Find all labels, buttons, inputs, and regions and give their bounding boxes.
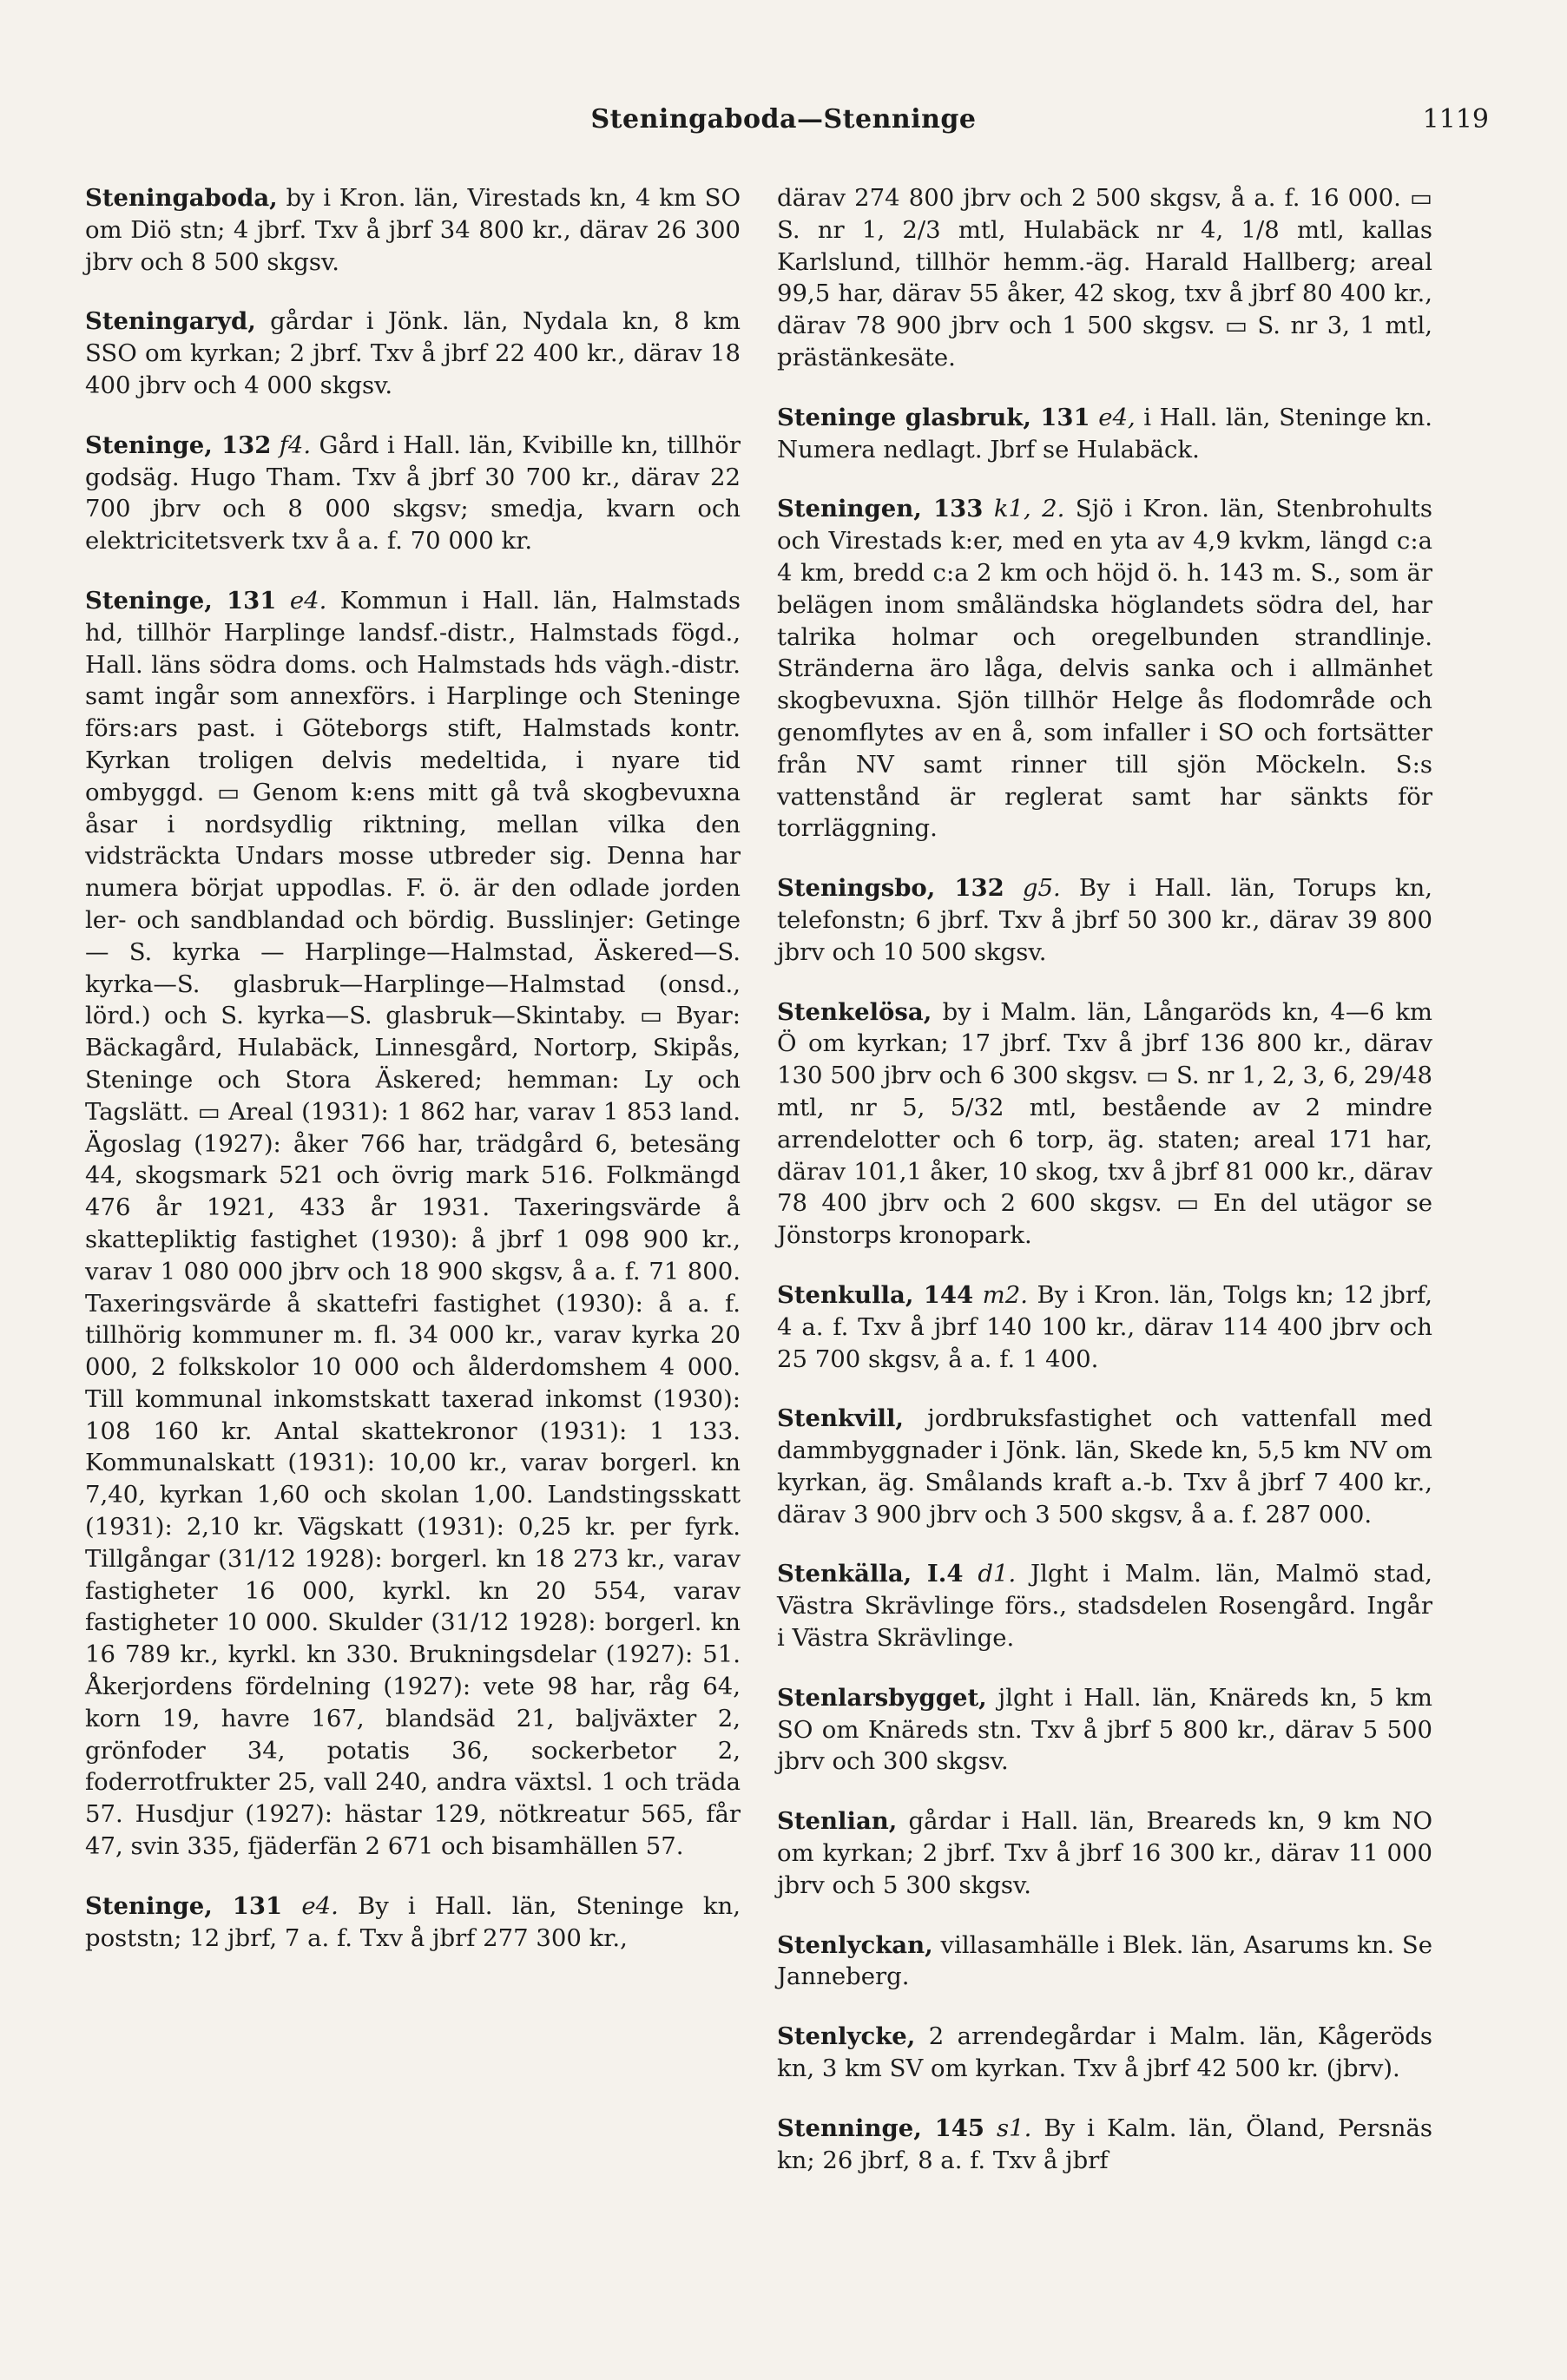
entry-continuation	[777, 182, 1432, 374]
entry-headword: Stenkvill,	[777, 1404, 904, 1433]
entry-text: gårdar i Jönk. län, Nydala kn, 8 km SSO om kyrkan; 2 jbrf. Txv å jbrf 22 400 kr., därav 18 400 jbrv och 4 000 skgsv.	[85, 307, 741, 399]
entry-text: By i Kron. län, Tolgs kn; 12 jbrf, 4 a. f. Txv å jbrf 140 100 kr., därav 114 400 jbrv och 25 700 skgsv, å a. f. 1 400.	[777, 1280, 1432, 1373]
page-number: 1119	[1422, 104, 1489, 135]
map-reference: m2.	[982, 1280, 1028, 1309]
entry-headword: Steningaboda,	[85, 184, 278, 212]
entry	[777, 2021, 1432, 2085]
entry-text: By i Hall. län, Steninge kn, poststn; 12 jbrf, 7 a. f. Txv å jbrf 277 300 kr.,	[85, 1891, 741, 1952]
entry-text: Gård i Hall. län, Kvibille kn, tillhör godsäg. Hugo Tham. Txv å jbrf 30 700 kr., därav 22 700 jbrv och 8 000 skgsv; smedja, kvarn och elektricitetsverk txv å a. f. 70 000 kr.	[85, 431, 741, 556]
entry-text: by i Malm. län, Långaröds kn, 4—6 km Ö om kyrkan; 17 jbrf. Txv å jbrf 136 800 kr., därav 130 500 jbrv och 6 300 skgsv. ▭ S. nr 1, 2, 3, 6, 29/48 mtl, nr 5, 5/32 mtl, bestående av 2 mindre arrendelotter och 6 torp, äg. staten; areal 171 har, därav 101,1 åker, 10 skog, txv å jbrf 81 000 kr., därav 78 400 jbrv och 2 600 skgsv. ▭ En del utägor se Jönstorps kronopark.	[777, 997, 1432, 1250]
entry-headword: Steningaryd,	[85, 307, 256, 336]
entry-headword: Stenninge, 145	[777, 2114, 985, 2142]
entry-text: gårdar i Hall. län, Breareds kn, 9 km NO om kyrkan; 2 jbrf. Txv å jbrf 16 300 kr., därav 11 000 jbrv och 5 300 skgsv.	[777, 1807, 1432, 1899]
entry-text: jlght i Hall. län, Knäreds kn, 5 km SO om Knäreds stn. Txv å jbrf 5 800 kr., därav 5 500 jbrv och 300 skgsv.	[777, 1683, 1432, 1776]
entry	[777, 1279, 1432, 1375]
entry	[777, 1558, 1432, 1654]
map-reference: f4.	[279, 431, 312, 459]
entry	[777, 1403, 1432, 1530]
entry-headword: Stenlyckan,	[777, 1930, 933, 1959]
map-reference: e4.	[289, 586, 327, 615]
entry-headword: Steningen, 133	[777, 495, 984, 523]
entry	[777, 2113, 1432, 2177]
entry-text: by i Kron. län, Virestads kn, 4 km SO om Diö stn; 4 jbrf. Txv å jbrf 34 800 kr., därav 26 300 jbrv och 8 500 skgsv.	[85, 184, 741, 276]
entry-text: 2 arrendegårdar i Malm. län, Kågeröds kn, 3 km SV om kyrkan. Txv å jbrf 42 500 kr. (jbrv).	[777, 2022, 1432, 2083]
map-reference: e4.	[301, 1891, 339, 1920]
entry	[777, 1930, 1432, 1994]
entry-headword: Stenkälla, I.4	[777, 1560, 964, 1588]
entry-text: Kommun i Hall. län, Halmstads hd, tillhör Harplinge landsf.-distr., Halmstads fögd., Hall. läns södra doms. och Halmstads hds vägh.-distr. samt ingår som annexförs. i Harplinge och Steninge förs:ars past. i Göteborgs stift, Halmstads kontr. Kyrkan troligen delvis medeltida, i nyare tid ombyggd. ▭ Genom k:ens mitt gå två skogbevuxna åsar i nordsydlig riktning, mellan vilka den vidsträckta Undars mosse utbreder sig. Denna har numera börjat uppodlas. F. ö. är den odlade jorden ler- och sandblandad och bördig. Busslinjer: Getinge — S. kyrka — Harplinge—Halmstad, Äskered—S. kyrka—S. glasbruk—Harplinge—Halmstad (onsd., lörd.) och S. kyrka—S. glasbruk—Skintaby. ▭ Byar: Bäckagård, Hulabäck, Linnesgård, Nortorp, Skipås, Steninge och Stora Äskered; hemman: Ly och Tagslätt. ▭ Areal (1931): 1 862 har, varav 1 853 land. Ägoslag (1927): åker 766 har, trädgård 6, betesäng 44, skogsmark 521 och övrig mark 516. Folkmängd 476 år 1921, 433 år 1931. Taxeringsvärde å skattepliktig fastighet (1930): å jbrf 1 098 900 kr., varav 1 080 000 jbrv och 18 900 skgsv, å a. f. 71 800. Taxeringsvärde å skattefri fastighet (1930): å a. f. tillhörig kommuner m. fl. 34 000 kr., varav kyrka 20 000, 2 folkskolor 10 000 och ålderdomshem 4 000. Till kommunal inkomstskatt taxerad inkomst (1930): 108 160 kr. Antal skattekronor (1931): 1 133. Kommunalskatt (1931): 10,00 kr., varav borgerl. kn 7,40, kyrkan 1,60 och skolan 1,00. Landstingsskatt (1931): 2,10 kr. Vägskatt (1931): 0,25 kr. per fyrk. Tillgångar (31/12 1928): borgerl. kn 18 273 kr., varav fastigheter 16 000, kyrkl. kn 20 554, varav fastigheter 10 000. Skulder (31/12 1928): borgerl. kn 16 789 kr., kyrkl. kn 330. Brukningsdelar (1927): 51. Åkerjordens fördelning (1927): vete 98 har, råg 64, korn 19, havre 167, blandsäd 21, baljväxter 2, grönfoder 34, potatis 36, sockerbetor 2, foderrotfrukter 25, vall 240, andra växtsl. 1 och träda 57. Husdjur (1927): hästar 129, nötkreatur 565, får 47, svin 335, fjäderfän 2 671 och bisamhällen 57.	[85, 586, 741, 1861]
map-reference: e4,	[1098, 403, 1136, 431]
entry	[85, 306, 741, 401]
entry-headword: Steningsbo, 132	[777, 874, 1004, 903]
entry-text: By i Kalm. län, Öland, Persnäs kn; 26 jbrf, 8 a. f. Txv å jbrf	[777, 2114, 1432, 2174]
entry-text: Sjö i Kron. län, Stenbrohults och Virestads k:er, med en yta av 4,9 kvkm, längd c:a 4 km, bredd c:a 2 km och höjd ö. h. 143 m. S., som är belägen inom småländska höglandets södra del, har talrika holmar och oregelbunden strandlinje. Stränderna äro låga, delvis sanka och i allmänhet skogbevuxna. Sjön tillhör Helge ås flodområde och genomflytes av en å, som infaller i SO och fortsätter från NV samt rinner till sjön Möckeln. S:s vattenstånd är reglerat samt har sänkts för torrläggning.	[777, 495, 1432, 843]
map-reference: d1.	[978, 1560, 1017, 1588]
entry-headword: Steninge, 131	[85, 586, 277, 615]
entry	[85, 182, 741, 278]
entry	[777, 493, 1432, 845]
entry-headword: Steninge glasbruk, 131	[777, 403, 1090, 431]
right-column	[777, 182, 1432, 2204]
entry-text: villasamhälle i Blek. län, Asarums kn. Se Janneberg.	[777, 1930, 1432, 1991]
entry-text: By i Hall. län, Torups kn, telefonstn; 6 jbrf. Txv å jbrf 50 300 kr., därav 39 800 jbrv och 10 500 skgsv.	[777, 874, 1433, 966]
entry-headword: Stenkelösa,	[777, 997, 932, 1026]
entry	[85, 585, 741, 1863]
entry-text: jordbruksfastighet och vattenfall med dammbyggnader i Jönk. län, Skede kn, 5,5 km NV om kyrkan, äg. Smålands kraft a.-b. Txv å jbrf 7 400 kr., därav 3 900 jbrv och 3 500 skgsv, å a. f. 287 000.	[777, 1404, 1432, 1529]
map-reference: s1.	[997, 2114, 1032, 2142]
entry	[777, 872, 1432, 968]
map-reference: g5.	[1022, 874, 1061, 903]
map-reference: k1, 2.	[993, 495, 1065, 523]
entry-text: därav 274 800 jbrv och 2 500 skgsv, å a. f. 16 000. ▭ S. nr 1, 2/3 mtl, Hulabäck nr 4, 1/8 mtl, kallas Karlslund, tillhör hemm.-äg. Harald Hallberg; areal 99,5 har, därav 55 åker, 42 skog, txv å jbrf 80 400 kr., därav 78 900 jbrv och 1 500 skgsv. ▭ S. nr 3, 1 mtl, prästänkesäte.	[777, 184, 1432, 371]
entry-text: Jlght i Malm. län, Malmö stad, Västra Skrävlinge förs., stadsdelen Rosengård. Ingår i Västra Skrävlinge.	[777, 1560, 1433, 1653]
entry-headword: Stenkulla, 144	[777, 1280, 974, 1309]
left-column	[85, 182, 741, 1982]
entry-headword: Steninge, 132	[85, 431, 272, 459]
entry-headword: Stenlarsbygget,	[777, 1683, 987, 1712]
entry	[85, 1890, 741, 1955]
entry-headword: Stenlian,	[777, 1807, 898, 1836]
running-title: Steningaboda—Stenninge	[590, 104, 977, 135]
entry	[85, 430, 741, 557]
entry-headword: Steninge, 131	[85, 1891, 283, 1920]
entry	[777, 402, 1432, 466]
entry	[777, 1682, 1432, 1778]
entry	[777, 996, 1432, 1252]
entry-headword: Stenlycke,	[777, 2022, 916, 2051]
entry	[777, 1805, 1432, 1901]
entry-text: i Hall. län, Steninge kn. Numera nedlagt. Jbrf se Hulabäck.	[777, 403, 1432, 464]
